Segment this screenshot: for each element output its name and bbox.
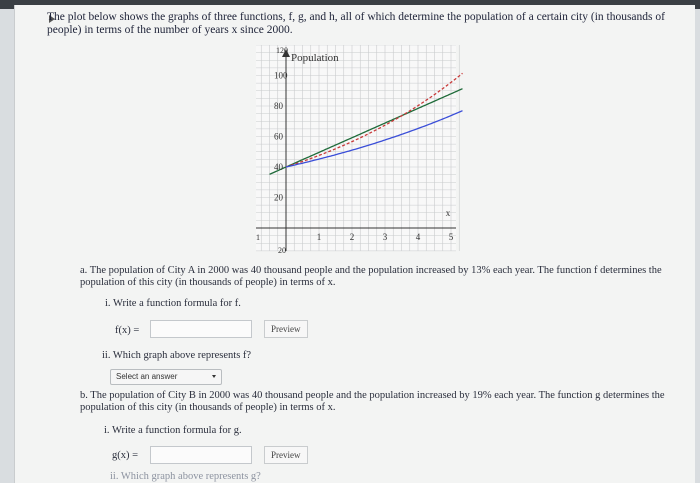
f-preview-button[interactable]: Preview: [264, 320, 308, 338]
y-tick-label: 100: [274, 70, 288, 81]
g-formula-input[interactable]: [150, 446, 252, 464]
x-tick-label: 1: [316, 232, 322, 242]
y-tick-label: 80: [274, 101, 283, 111]
y-tick-label: 20: [274, 192, 283, 203]
x-tick-label: 3: [382, 232, 388, 242]
part-a-sub-i: i. Write a function formula for f.: [105, 298, 241, 309]
f-input-label: f(x) =: [115, 325, 140, 336]
part-a-sub-ii: ii. Which graph above represents f?: [102, 350, 252, 361]
x-left-tick-label: 1: [256, 233, 260, 242]
population-graph: [236, 45, 466, 255]
part-b-prompt: b. The population of City B in 2000 was 40 thousand people and the population increased by 19% each year. The function g determines the population of this city (in thousands of people) in terms of x.: [80, 390, 665, 413]
part-a-prompt: a. The population of City A in 2000 was 40 thousand people and the population increased by 13% each year. The function f determines the population of this city (in thousands of people) in terms of x.: [80, 265, 662, 288]
x-tick-label: 2: [349, 232, 355, 242]
y-bottom-tick-label: 20: [278, 246, 286, 255]
g-preview-button[interactable]: Preview: [264, 446, 308, 464]
g-input-label: g(x) =: [112, 450, 139, 461]
question-intro: The plot below shows the graphs of three functions, f, g, and h, all of which determine the population of a certain city (in thousands of people) in terms of the number of years x since 2000.: [47, 11, 665, 36]
f-formula-input[interactable]: [150, 320, 252, 338]
y-tick-label: 60: [274, 131, 283, 142]
f-graph-select[interactable]: [110, 369, 222, 385]
chevron-down-icon: [212, 375, 216, 378]
x-tick-label: 4: [415, 232, 421, 242]
x-axis-label: x: [445, 208, 451, 218]
y-tick-label-120: 120: [276, 46, 288, 55]
part-b-sub-i: i. Write a function formula for g.: [104, 425, 242, 436]
part-b-sub-ii: ii. Which graph above represents g?: [110, 471, 261, 482]
y-tick-label: 40: [274, 162, 283, 172]
x-tick-label: 5: [448, 232, 454, 242]
y-axis-label: Population: [291, 52, 339, 64]
f-select-value: Select an answer: [116, 372, 178, 381]
